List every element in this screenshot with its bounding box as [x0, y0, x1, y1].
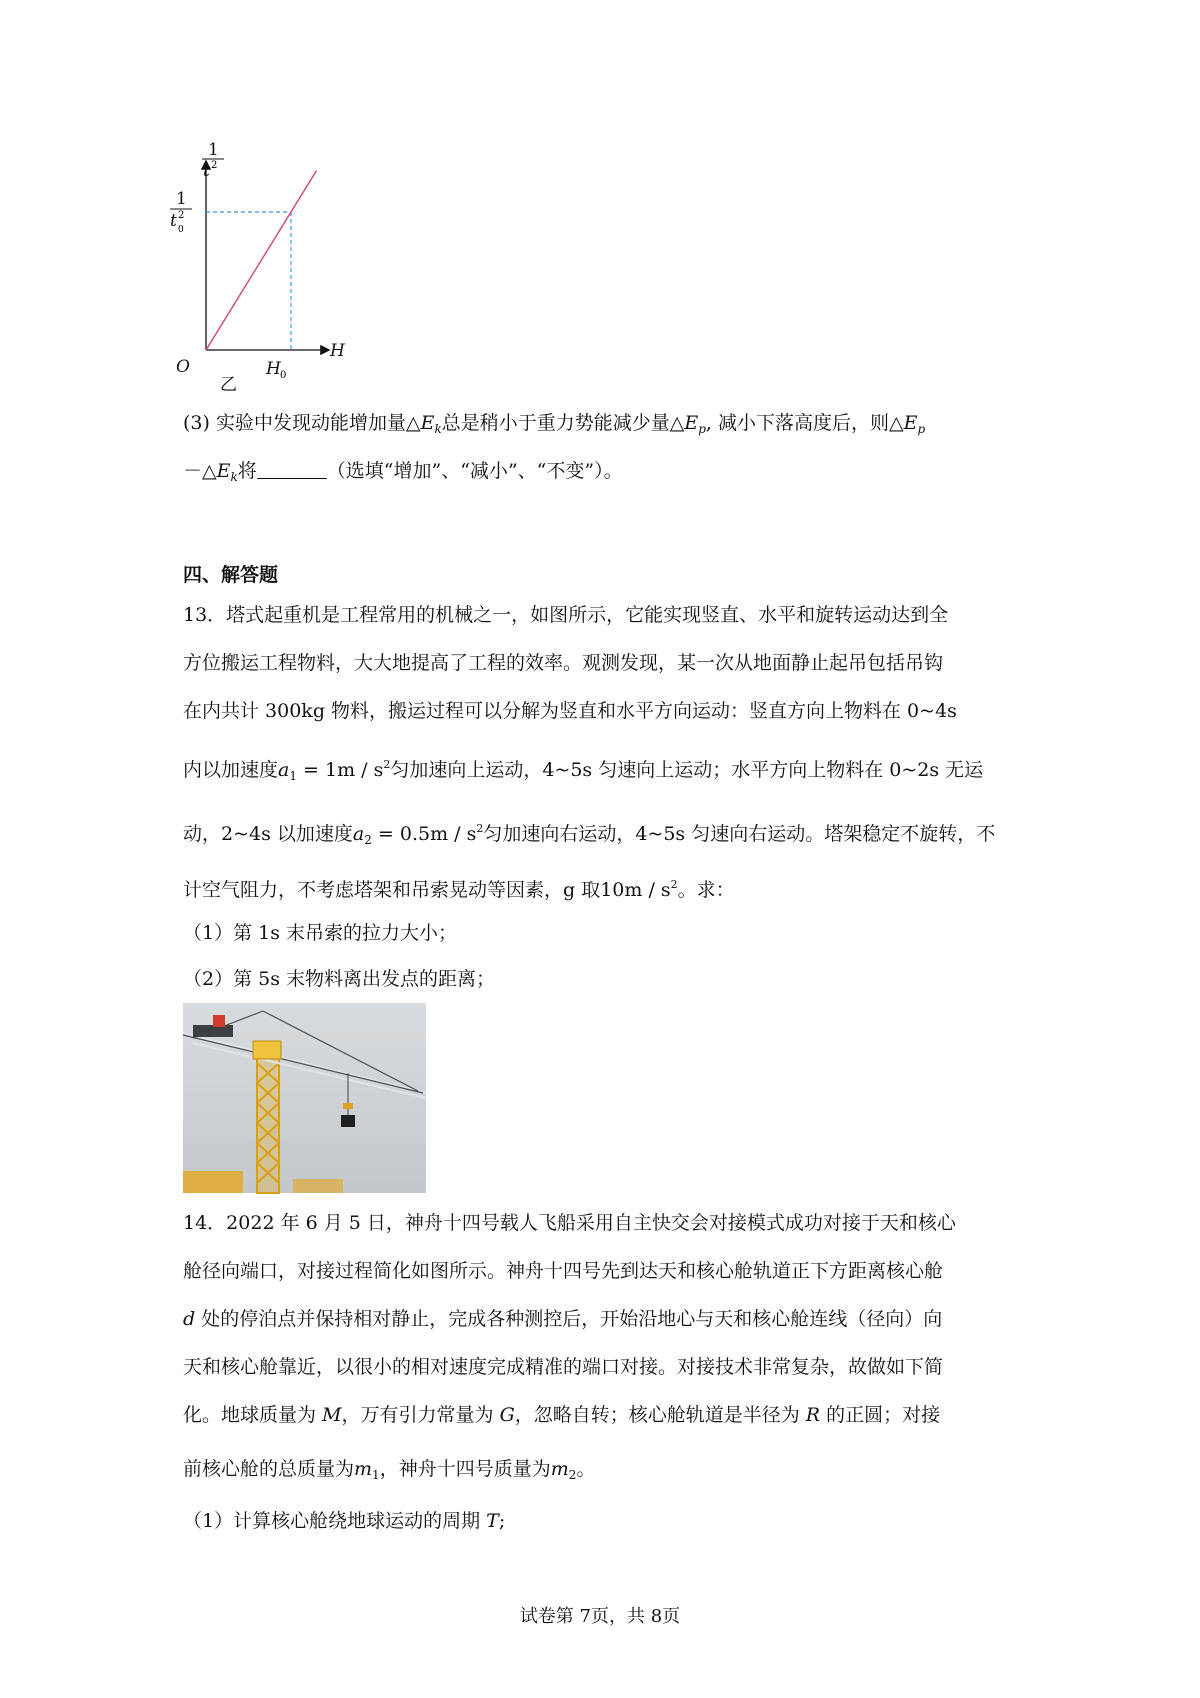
q12-part3-line1: (3) 实验中发现动能增加量$\triangle E_k$总是稍小于重力势能减少量$\triangle E_p$, 减小下落高度后，则$\triangle E_p$	[183, 412, 926, 436]
page-footer: 试卷第 7页，共 8页	[519, 1606, 681, 1627]
q14-part1: （1）计算核心舱绕地球运动的周期 T;	[183, 1510, 506, 1532]
q13-line1: 13．塔式起重机是工程常用的机械之一，如图所示，它能实现竖直、水平和旋转运动达到全	[183, 604, 949, 626]
svg-text:1: 1	[176, 189, 187, 209]
svg-text:2: 2	[178, 210, 185, 221]
svg-text:t: t	[170, 211, 177, 231]
q13-line4: 内以加速度$a_1 = 1m / s^2$匀加速向上运动，4~5s 匀速向上运动；水平方向上物料在 0~2s 无运	[183, 758, 984, 783]
crane-photo	[183, 1003, 426, 1193]
y-axis-label	[202, 140, 224, 181]
svg-text:t: t	[203, 161, 210, 181]
q13-line2: 方位搬运工程物料，大大地提高了工程的效率。观测发现，某一次从地面静止起吊包括吊钩	[183, 652, 944, 674]
q14-line6: 前核心舱的总质量为$m_1$，神舟十四号质量为$m_2$。	[183, 1458, 596, 1482]
q13-line5: 动，2~4s 以加速度$a_2 = 0.5m / s^2$匀加速向右运动，4~5s 匀速向右运动。塔架稳定不旋转，不	[183, 822, 996, 847]
svg-text:H: H	[266, 359, 281, 379]
section-title: 四、解答题	[183, 564, 279, 586]
q14-line4: 天和核心舱靠近，以很小的相对速度完成精准的端口对接。对接技术非常复杂，故做如下简	[183, 1356, 944, 1378]
x-axis-label: H	[330, 341, 345, 361]
y-marker-label	[170, 189, 192, 235]
graph-caption: 乙	[220, 375, 237, 395]
q12-part3-line2: $-\triangle E_k$将 （选填“增加”、“减小”、“不变”）。	[183, 460, 623, 484]
q13-line6: 计空气阻力，不考虑塔架和吊索晃动等因素，g 取$10m / s^2$。求：	[183, 878, 735, 901]
q14-line1: 14．2022 年 6 月 5 日，神舟十四号载人飞船采用自主快交会对接模式成功对接于天和核心	[183, 1212, 956, 1234]
x-marker-label	[265, 359, 286, 381]
q14-line2: 舱径向端口，对接过程简化如图所示。神舟十四号先到达天和核心舱轨道正下方距离核心舱	[183, 1260, 944, 1282]
q13-part1: （1）第 1s 末吊索的拉力大小；	[183, 922, 458, 944]
answer-blank[interactable]	[257, 460, 327, 479]
svg-text:2: 2	[211, 160, 218, 171]
q13-line3: 在内共计 300kg 物料，搬运过程可以分解为竖直和水平方向运动：竖直方向上物料在 0~4s	[183, 700, 957, 722]
origin-label: O	[176, 357, 190, 377]
series-line	[206, 171, 317, 350]
q13-part2: （2）第 5s 末物料离出发点的距离；	[183, 968, 496, 990]
graph-yi	[170, 140, 380, 395]
svg-text:0: 0	[280, 370, 287, 381]
svg-text:1: 1	[208, 140, 219, 160]
svg-text:0: 0	[178, 225, 184, 235]
q14-line5: 化。地球质量为 M，万有引力常量为 G，忽略自转；核心舱轨道是半径为 R 的正圆；对接	[183, 1404, 941, 1426]
q14-line3: d 处的停泊点并保持相对静止，完成各种测控后，开始沿地心与天和核心舱连线（径向）向	[183, 1308, 943, 1330]
